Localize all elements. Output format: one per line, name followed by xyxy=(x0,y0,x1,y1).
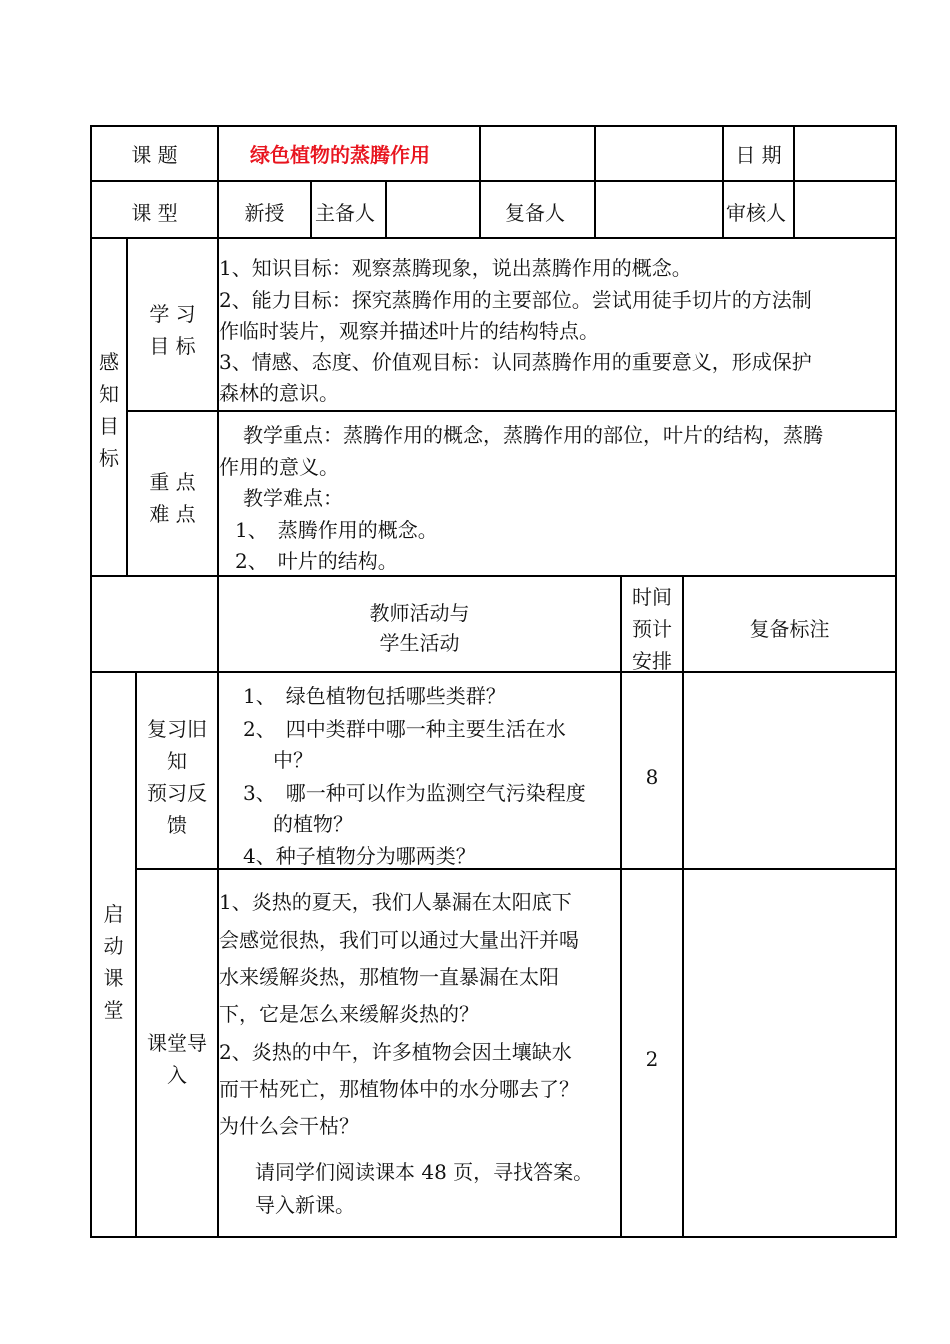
key-point-line: 教学难点： xyxy=(243,486,343,510)
grid-line xyxy=(127,410,897,412)
review-time: 8 xyxy=(645,765,659,789)
time-header: 安排 xyxy=(632,649,672,673)
start-section-label-char: 堂 xyxy=(103,998,124,1022)
topic-value: 绿色植物的蒸腾作用 xyxy=(250,143,430,167)
key-points-label: 难 点 xyxy=(149,502,196,526)
start-section-label-char: 动 xyxy=(103,934,124,958)
intro-line: 为什么会干枯？ xyxy=(219,1114,359,1138)
notes-header: 复备标注 xyxy=(749,617,830,641)
learning-goal-line: 森林的意识。 xyxy=(219,381,339,405)
type-value: 新授 xyxy=(244,201,285,225)
time-header: 预计 xyxy=(632,617,672,641)
start-section-label-char: 课 xyxy=(103,966,124,990)
grid-line xyxy=(90,1236,897,1238)
intro-line: 而干枯死亡，那植物体中的水分哪去了？ xyxy=(219,1077,579,1101)
review-question: 4、种子植物分为哪两类？ xyxy=(243,844,476,868)
intro-line: 1、炎热的夏天，我们人暴漏在太阳底下 xyxy=(219,890,572,914)
intro-extra-line: 请同学们阅读课本 48 页，寻找答案。 xyxy=(255,1160,594,1184)
activities-header: 教师活动与 xyxy=(369,601,470,625)
review-question: 3、 哪一种可以作为监测空气污染程度 xyxy=(243,781,586,805)
learning-goal-line: 2、能力目标：探究蒸腾作用的主要部位。尝试用徒手切片的方法制 xyxy=(219,288,812,312)
grid-line xyxy=(90,180,897,182)
grid-line xyxy=(310,180,312,237)
grid-line xyxy=(90,671,897,673)
key-point-line: 1、 蒸腾作用的概念。 xyxy=(235,518,438,542)
review-question: 1、 绿色植物包括哪些类群？ xyxy=(243,684,506,708)
type-label: 课 型 xyxy=(131,201,178,225)
learning-goal-line: 1、知识目标：观察蒸腾现象，说出蒸腾作用的概念。 xyxy=(219,256,692,280)
review-question: 的植物？ xyxy=(273,812,353,836)
grid-line xyxy=(90,575,897,577)
grid-line xyxy=(479,125,481,237)
date-label: 日 期 xyxy=(735,143,782,167)
goals-section-label-char: 目 xyxy=(99,414,119,438)
topic-label: 课 题 xyxy=(131,143,178,167)
review-label: 预习反 xyxy=(147,781,207,805)
review-label: 馈 xyxy=(167,813,187,837)
grid-line xyxy=(90,237,897,239)
time-header: 时间 xyxy=(632,585,672,609)
start-section-label-char: 启 xyxy=(103,902,124,926)
review-question: 2、 四中类群中哪一种主要生活在水 xyxy=(243,717,566,741)
grid-line xyxy=(90,125,92,1238)
intro-extra-line: 导入新课。 xyxy=(255,1193,355,1217)
grid-line xyxy=(895,125,897,1238)
learning-goals-label: 目 标 xyxy=(149,334,196,358)
key-point-line: 作用的意义。 xyxy=(219,455,339,479)
main-preparer-label: 主备人 xyxy=(315,201,375,225)
goals-section-label-char: 知 xyxy=(99,382,119,406)
learning-goal-line: 3、情感、态度、价值观目标：认同蒸腾作用的重要意义，形成保护 xyxy=(219,350,812,374)
review-label: 知 xyxy=(167,749,187,773)
activities-header: 学生活动 xyxy=(379,631,460,655)
learning-goals-label: 学 习 xyxy=(149,302,196,326)
intro-line: 2、炎热的中午，许多植物会因土壤缺水 xyxy=(219,1040,572,1064)
grid-line xyxy=(90,125,897,127)
intro-label: 入 xyxy=(167,1063,187,1087)
key-point-line: 教学重点：蒸腾作用的概念，蒸腾作用的部位，叶片的结构，蒸腾 xyxy=(243,423,823,447)
intro-line: 水来缓解炎热，那植物一直暴漏在太阳 xyxy=(219,965,559,989)
key-points-label: 重 点 xyxy=(149,470,196,494)
intro-line: 下，它是怎么来缓解炎热的？ xyxy=(219,1002,479,1026)
intro-time: 2 xyxy=(645,1047,659,1071)
grid-line xyxy=(682,575,684,1238)
learning-goal-line: 作临时装片，观察并描述叶片的结构特点。 xyxy=(219,319,599,343)
intro-label: 课堂导 xyxy=(147,1031,207,1055)
review-question: 中？ xyxy=(273,748,313,772)
goals-section-label-char: 感 xyxy=(99,350,119,374)
grid-line xyxy=(594,125,596,237)
goals-section-label-char: 标 xyxy=(99,446,119,470)
review-label: 复习旧 xyxy=(147,717,207,741)
grid-line xyxy=(385,180,387,237)
key-point-line: 2、 叶片的结构。 xyxy=(235,549,398,573)
intro-line: 会感觉很热，我们可以通过大量出汗并喝 xyxy=(219,928,579,952)
reviewer-label: 审核人 xyxy=(726,201,786,225)
co-preparer-label: 复备人 xyxy=(505,201,565,225)
grid-line xyxy=(793,125,795,237)
